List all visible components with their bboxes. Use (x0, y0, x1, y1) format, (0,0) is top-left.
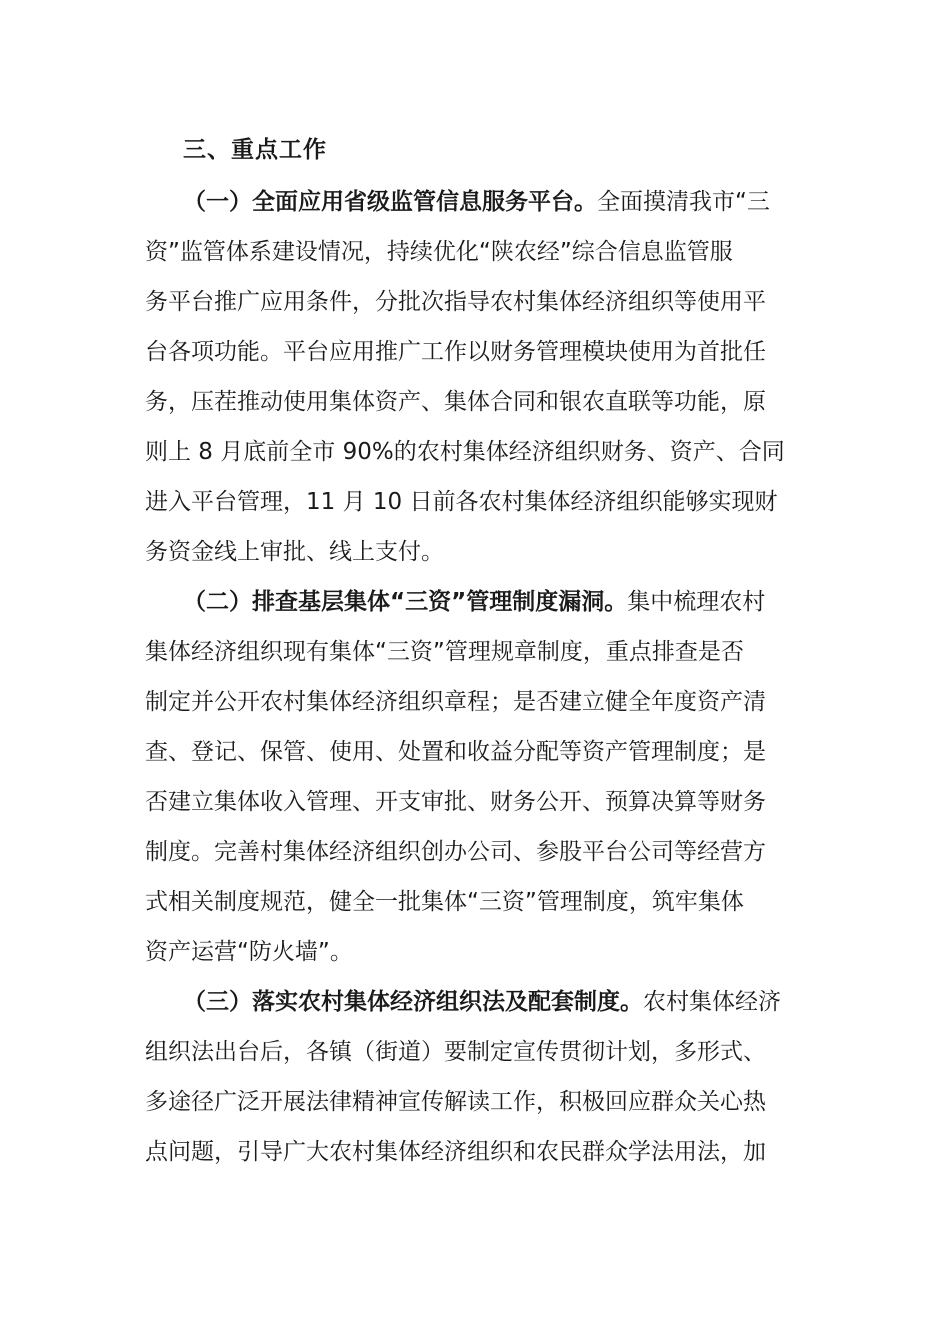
paragraph-1-line: 则上 8 月底前全市 90%的农村集体经济组织财务、资产、合同 (145, 439, 785, 465)
paragraph-2-line: 资产运营“防火墙”。 (145, 939, 353, 965)
paragraph-3-lead: （三）落实农村集体经济组织法及配套制度。 (183, 989, 643, 1015)
paragraph-2-first-line (183, 585, 765, 619)
paragraph-2-line: 集体经济组织现有集体“三资”管理规章制度，重点排查是否 (145, 639, 744, 665)
paragraph-2-lead: （二）排查基层集体“三资”管理制度漏洞。 (183, 589, 628, 615)
paragraph-1-lead: （一）全面应用省级监管信息服务平台。 (183, 189, 597, 215)
paragraph-2-line: 式相关制度规范，健全一批集体“三资”管理制度，筑牢集体 (145, 889, 744, 915)
paragraph-3-first-line (183, 985, 781, 1019)
paragraph-1-first-line (183, 185, 770, 219)
paragraph-2-line: 制度。完善村集体经济组织创办公司、参股平台公司等经营方 (145, 839, 766, 865)
paragraph-1-line: 务，压茬推动使用集体资产、集体合同和银农直联等功能，原 (145, 389, 766, 415)
paragraph-1-line: 务平台推广应用条件，分批次指导农村集体经济组织等使用平 (145, 289, 766, 315)
paragraph-3-line: 组织法出台后，各镇（街道）要制定宣传贯彻计划，多形式、 (145, 1039, 766, 1065)
paragraph-3-line-text: 农村集体经济 (643, 989, 781, 1015)
paragraph-2-line: 查、登记、保管、使用、处置和收益分配等资产管理制度；是 (145, 739, 766, 765)
paragraph-2-line: 制定并公开农村集体经济组织章程；是否建立健全年度资产清 (145, 689, 766, 715)
paragraph-1-line: 资”监管体系建设情况，持续优化“陕农经”综合信息监管服 (145, 239, 733, 265)
paragraph-3-line: 多途径广泛开展法律精神宣传解读工作，积极回应群众关心热 (145, 1089, 766, 1115)
paragraph-1-line: 务资金线上审批、线上支付。 (145, 539, 444, 565)
paragraph-2-line-text: 集中梳理农村 (627, 589, 766, 615)
paragraph-1-line: 台各项功能。平台应用推广工作以财务管理模块使用为首批任 (145, 339, 766, 365)
paragraph-1-line-text: 全面摸清我市“三 (597, 189, 770, 215)
paragraph-2-line: 否建立集体收入管理、开支审批、财务公开、预算决算等财务 (145, 789, 766, 815)
section-heading: 三、重点工作 (183, 137, 327, 163)
paragraph-1-line: 进入平台管理，11 月 10 日前各农村集体经济组织能够实现财 (145, 489, 778, 515)
paragraph-3-line: 点问题，引导广大农村集体经济组织和农民群众学法用法，加 (145, 1139, 766, 1165)
